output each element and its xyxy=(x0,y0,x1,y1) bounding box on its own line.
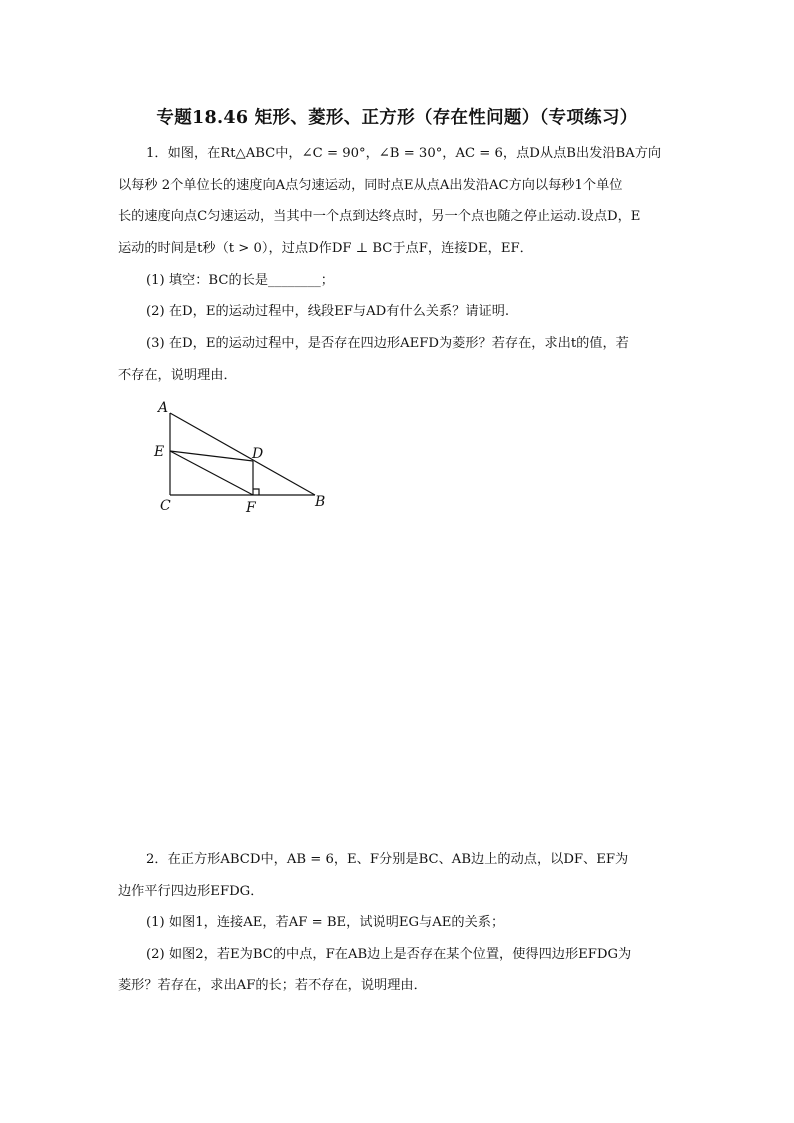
segment-ef xyxy=(170,451,253,495)
q1-sub3-line1: (3) 在D，E的运动过程中，是否存在四边形AEFD为菱形？若存在，求出t的值，若 xyxy=(146,336,629,351)
q1-sub3-line2: 不存在，说明理由． xyxy=(118,368,237,383)
q2-sub2-line2: 菱形？若存在，求出AF的长；若不存在，说明理由． xyxy=(118,978,427,993)
q1-line-1: 1．如图，在Rt△ABC中，∠C = 90°，∠B = 30°，AC = 6，点D从点B出发沿BA方向 xyxy=(146,146,662,161)
q1-sub1: (1) 填空：BC的长是________； xyxy=(146,273,334,288)
label-e: E xyxy=(154,444,165,460)
label-f: F xyxy=(246,500,256,516)
q2-line-2: 边作平行四边形EFDG． xyxy=(118,884,264,899)
page-title: 专题18.46 矩形、菱形、正方形（存在性问题）（专项练习） xyxy=(156,108,638,128)
label-a: A xyxy=(158,400,169,416)
q2-sub2-line1: (2) 如图2，若E为BC的中点，F在AB边上是否存在某个位置，使得四边形EFDG为 xyxy=(146,947,632,962)
q2-sub1: (1) 如图1，连接AE，若AF = BE，试说明EG与AE的关系； xyxy=(146,915,505,930)
right-angle-mark xyxy=(253,489,259,495)
triangle-figure xyxy=(150,392,340,522)
q1-sub2: (2) 在D，E的运动过程中，线段EF与AD有什么关系？请证明. xyxy=(146,304,510,319)
q1-line-4: 运动的时间是t秒（t > 0），过点D作DF ⊥ BC于点F，连接DE，EF． xyxy=(118,241,533,256)
label-b: B xyxy=(315,494,326,510)
label-d: D xyxy=(252,446,264,462)
q1-line-3: 长的速度向点C匀速运动，当其中一个点到达终点时，另一个点也随之停止运动.设点D，E xyxy=(118,209,641,224)
q2-line-1: 2．在正方形ABCD中，AB = 6，E、F分别是BC、AB边上的动点，以DF、EF为 xyxy=(146,852,629,867)
label-c: C xyxy=(160,498,171,514)
q1-line-2: 以每秒 2个单位长的速度向A点匀速运动，同时点E从点A出发沿AC方向以每秒1个单位 xyxy=(118,178,623,193)
